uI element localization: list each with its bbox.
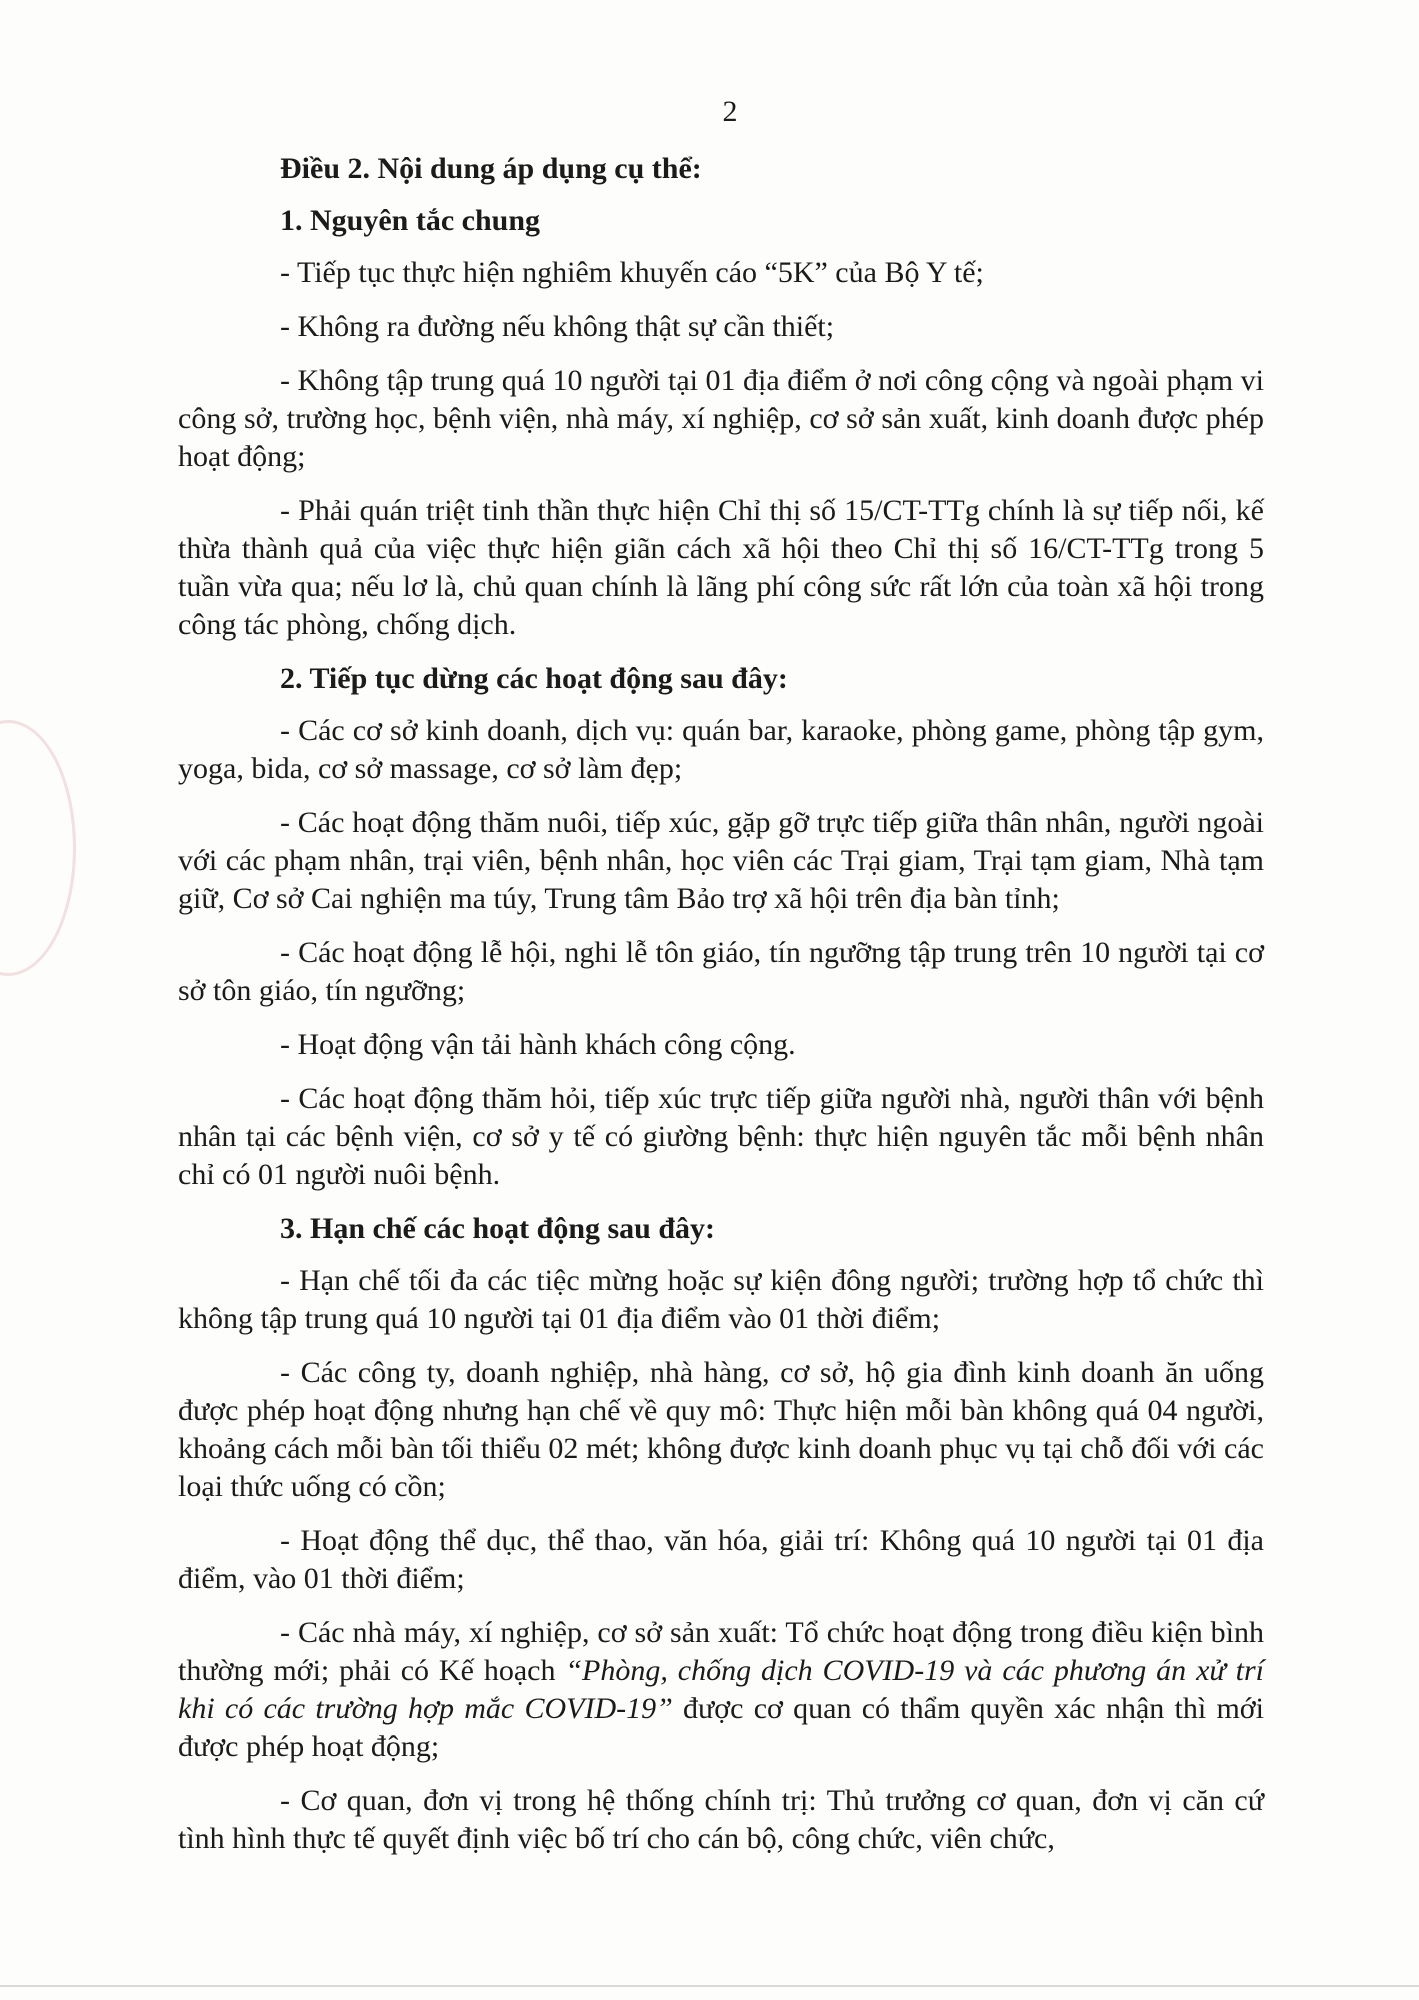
paragraph: - Hạn chế tối đa các tiệc mừng hoặc sự kiện đông người; trường hợp tổ chức thì không tập trung quá 10 người tại 01 địa điểm vào 01 thời điểm; [178,1264,1264,1335]
red-stamp-seal-partial [0,720,76,976]
document-body [178,150,1264,1874]
paragraph: - Phải quán triệt tinh thần thực hiện Chỉ thị số 15/CT-TTg chính là sự tiếp nối, kế thừa thành quả của việc thực hiện giãn cách xã hội theo Chỉ thị số 16/CT-TTg trong 5 tuần vừa qua; nếu lơ là, chủ quan chính là lãng phí công sức rất lớn của toàn xã hội trong công tác phòng, chống dịch. [178,494,1264,641]
section-heading: 3. Hạn chế các hoạt động sau đây: [280,1212,716,1245]
plan-title-italic: “Phòng, chống dịch COVID-19 và các phương án xử trí khi có các trường hợp mắc COVID-19” [178,1654,1264,1725]
page-number: 2 [722,95,738,128]
paragraph: - Các hoạt động lễ hội, nghi lễ tôn giáo, tín ngưỡng tập trung trên 10 người tại cơ sở tôn giáo, tín ngưỡng; [178,936,1264,1007]
paragraph: - Các hoạt động thăm nuôi, tiếp xúc, gặp gỡ trực tiếp giữa thân nhân, người ngoài với các phạm nhân, trại viên, bệnh nhân, học viên các Trại giam, Trại tạm giam, Nhà tạm giữ, Cơ sở Cai nghiện ma túy, Trung tâm Bảo trợ xã hội trên địa bàn tỉnh; [178,806,1264,915]
article-title: Điều 2. Nội dung áp dụng cụ thể: [280,152,702,185]
page-bottom-edge [0,1985,1419,1987]
paragraph: - Cơ quan, đơn vị trong hệ thống chính trị: Thủ trưởng cơ quan, đơn vị căn cứ tình hình thực tế quyết định việc bố trí cho cán bộ, công chức, viên chức, [178,1784,1264,1855]
section-heading: 2. Tiếp tục dừng các hoạt động sau đây: [280,662,788,695]
text-run: được cơ quan có thẩm quyền xác nhận thì mới được phép hoạt động; [178,1692,1264,1763]
paragraph: - Tiếp tục thực hiện nghiêm khuyến cáo “5K” của Bộ Y tế; [280,256,984,289]
paragraph: - Hoạt động vận tải hành khách công cộng. [280,1028,796,1061]
paragraph: - Không ra đường nếu không thật sự cần thiết; [280,310,835,343]
section-heading: 1. Nguyên tắc chung [280,204,541,237]
paragraph-factories [178,1614,1264,1766]
paragraph: - Các công ty, doanh nghiệp, nhà hàng, cơ sở, hộ gia đình kinh doanh ăn uống được phép hoạt động nhưng hạn chế về quy mô: Thực hiện mỗi bàn không quá 04 người, khoảng cách mỗi bàn tối thiểu 02 mét; không được kinh doanh phục vụ tại chỗ đối với các loại thức uống có cồn; [178,1356,1264,1503]
text-run: - Các nhà máy, xí nghiệp, cơ sở sản xuất: Tổ chức hoạt động trong điều kiện bình thường mới; phải có Kế hoạch [178,1616,1264,1687]
paragraph: - Hoạt động thể dục, thể thao, văn hóa, giải trí: Không quá 10 người tại 01 địa điểm, vào 01 thời điểm; [178,1524,1264,1595]
paragraph: - Các cơ sở kinh doanh, dịch vụ: quán bar, karaoke, phòng game, phòng tập gym, yoga, bida, cơ sở massage, cơ sở làm đẹp; [178,714,1264,785]
paragraph: - Không tập trung quá 10 người tại 01 địa điểm ở nơi công cộng và ngoài phạm vi công sở, trường học, bệnh viện, nhà máy, xí nghiệp, cơ sở sản xuất, kinh doanh được phép hoạt động; [178,364,1264,473]
paragraph: - Các hoạt động thăm hỏi, tiếp xúc trực tiếp giữa người nhà, người thân với bệnh nhân tại các bệnh viện, cơ sở y tế có giường bệnh: thực hiện nguyên tắc mỗi bệnh nhân chỉ có 01 người nuôi bệnh. [178,1082,1264,1191]
